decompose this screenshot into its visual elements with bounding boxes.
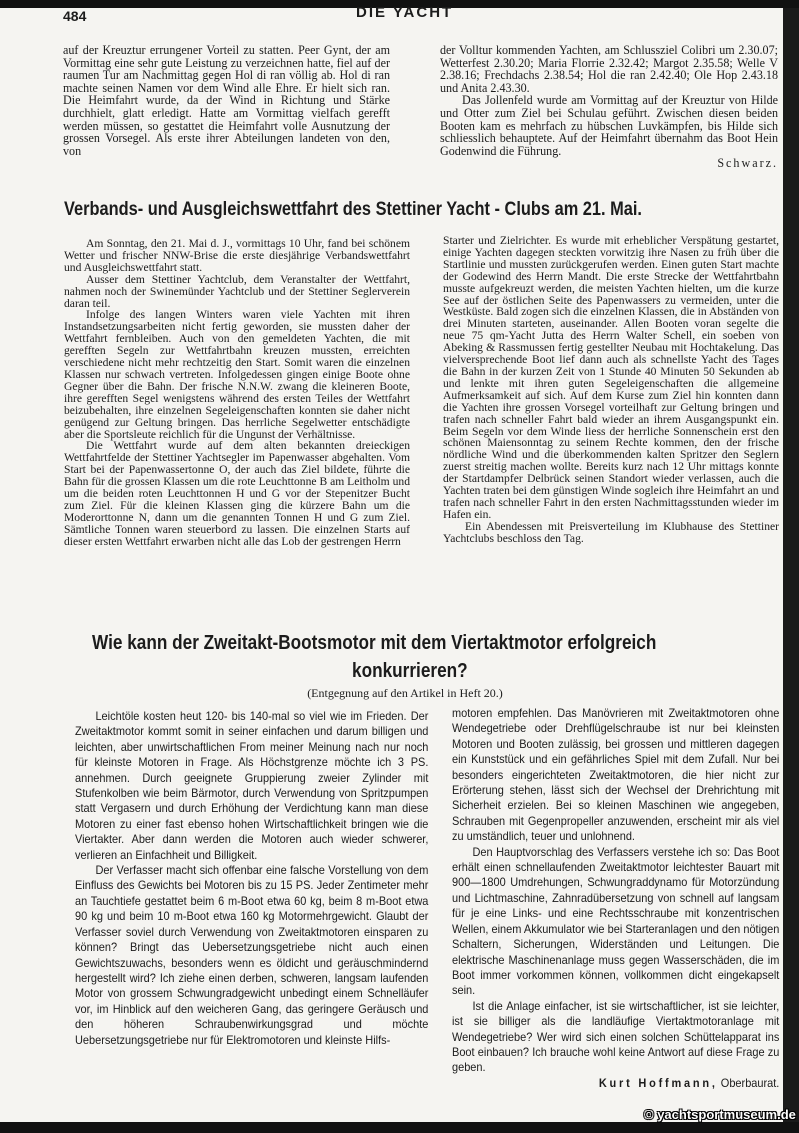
article1-right-column [443,235,779,545]
paragraph: Am Sonntag, den 21. Mai d. J., vormittags 10 Uhr, fand bei schönem Wetter und frischer NNW-Brise die erste diesjährige Verbandswettfahrt und Ausgleichswettfahrt statt. [64,237,410,274]
paragraph: Leichtöle kosten heut 120- bis 140-mal so viel wie im Frieden. Der Zweitaktmotor kommt somit in seiner einfachen und darum billigen und leichten, aber unwirtschaftlichen From meiner Meinung nach nur noch für kleinste Motoren in Frage. Als Höchstgrenze möchte ich 3 PS. annehmen. Durch geeignete Gruppierung zweier Zylinder mit Stufenkolben wie beim Bärmotor, durch Verwendung von Spritzpumpen statt Vergasern und durch Erhöhung der Verdichtung kann man diese Motoren zu einer fast ebenso hohen Wirtschaftlichkeit bringen wie die Viertakter. Aber dann werden die Motoren auch wieder schwerer, verlieren an Einfachheit und Billigkeit. [75,709,429,862]
paragraph: motoren empfehlen. Das Manövrieren mit Zweitaktmotoren ohne Wendegetriebe oder Drehflügelschraube ist nur bei kleinsten Motoren und Booten zulässig, bei grossen und mittleren dagegen ein Kunststück und ein gefährliches Spiel mit dem Zufall. Nur bei besonders eingerichteten Zweitaktmotoren, die hier nicht zur Erörterung stehen, lässt sich der Wechsel der Drehrichtung mit Sicherheit erzielen. Bei so kleinen Maschinen wie angegeben, Schrauben mit Gegenpropeller anzuwenden, erscheint mir als viel zu umständlich, teuer und unlohnend. [452,706,780,844]
paragraph: Ist die Anlage einfacher, ist sie wirtschaftlicher, ist sie leichter, ist sie billiger als die landläufige Viertaktmotoranlage mit Wendegetriebe? Wer wird sich einen solchen Schüttelapparat ins Boot einbauen? Ich brauche wohl keine Antwort auf diese Frage zu geben. [452,998,780,1075]
paragraph: Starter und Zielrichter. Es wurde mit erheblicher Verspätung gestartet, einige Yachten dagegen steckten vorwitzig ihre Nasen zu früh über die Startlinie und mussten zurückgerufen werden. Einen guten Start machte der Godewind des Herrn Mandt. Die erste Strecke der Wettfahrtbahn musste aufgekreuzt werden, die meisten Yachten hielten, um die kurze See auf der östlichen Seite des Papenwassers zu vermeiden, unter die Westküste. Bald zogen sich die einzelnen Klassen, die in Abständen von drei Minuten starteten, auseinander. Allen Booten voran segelte die neue 75 qm-Yacht Jutta des Herrn Walter Schell, ein soeben von Abeking & Rassmussen fertig gestellter Neubau mit Hochtakelung. Das vielversprechende Boot lief dann auch als schnellste Yacht des Tages die Bahn in der kurzen Zeit von 1 Stunde 40 Minuten 50 Sekunden ab und lenkte mit ihren guten Segeleigenschaften die allgemeine Aufmerksamkeit auf sich. Auf dem Kurse zum Ziel hin konnten dann die Yachten ihre grossen Vorsegel vorteilhaft zur Geltung bringen und trafen nach schneller Fahrt bald wieder an ihrem Ausgangspunkt ein. Beim Segeln vor dem Winde liess der herrliche Sonnenschein erst den schönen Maiensonntag zu seinem Rechte kommen, den der frische nördliche Wind und die überkommenden kalten Spritzer den Seglern zuerst streitig machen wollte. Bereits kurz nach 12 Uhr mittags konnte der Startdampfer Delbrück seinen Standort wieder verlassen, auch die Yachten traten bei dem günstigen Winde sogleich ihre Heimfahrt an und trafen nach schneller Fahrt in den ersten Nachmittagsstunden wieder im Hafen ein. [443,234,779,521]
article2-left-column [75,709,428,1048]
article-subtitle: (Entgegnung auf den Artikel in Heft 20.) [307,686,503,700]
scan-binding-edge [783,8,799,1122]
author-name: Kurt Hoffmann, [598,1075,718,1090]
paragraph: Ein Abendessen mit Preisverteilung im Klubhause des Stettiner Yachtclubs beschloss den Tag. [443,519,779,545]
paragraph: auf der Kreuztur errungener Vorteil zu statten. Peer Gynt, der am Vormittag eine sehr gute Leistung zu verzeichnen hatte, fiel auf der raumen Tur am Nachmittag gegen Hol di ran völlig ab. Hol di ran machte seinen Namen vor dem Wind alle Ehre. Er hielt sich ran. Die Heimfahrt wurde, da der Wind in Richtung und Stärke durchhielt, glatt erledigt. Hatte am Vormittag vielfach gerefft werden müssen, so gestattet die Heimfahrt volle Ausnutzung der grossen Vorsegel. Als erste ihrer Abteilungen landeten von den, von [63,43,390,158]
prev-article-right-column [440,44,778,170]
paragraph: Infolge des langen Winters waren viele Yachten mit ihren Instandsetzungsarbeiten nicht fertig geworden, sie mussten daher der Wettfahrt fernbleiben. Auch von den gemeldeten Yachten, die mit gerefften Segeln zur Wettfahrtbahn kreuzen mussten, erreichten verschiedene nicht mehr rechtzeitig den Start. Somit waren die einzelnen Klassen nur schwach vertreten. Infolgedessen gingen einige Boote ohne Gegner über die Bahn. Der frische N.N.W. zwang die kleineren Boote, ihre gerefften Segel wenigstens während des ersten Teiles der Wettfahrt beizubehalten, ihre einzelnen Segeleigenschaften konnten sie daher nicht genügend zur Geltung bringen. Das herrliche Segelwetter entschädigte aber die Sportsleute reichlich für die Ungunst der Verhältnisse. [64,308,410,441]
paragraph: Ausser dem Stettiner Yachtclub, dem Veranstalter der Wettfahrt, nahmen noch der Swinemünder Yachtclub und der Stettiner Seglerverein daran teil. [64,272,410,310]
author-signature [452,1076,779,1091]
article-title-line-2: konkurrieren? [352,660,468,682]
article-title-line-1: Wie kann der Zweitakt-Bootsmotor mit dem Viertaktmotor erfolgreich [92,632,657,654]
paragraph: Den Hauptvorschlag des Verfassers verstehe ich so: Das Boot erhält einen schnellaufenden Zweitaktmotor leichtester Bauart mit 900—1800 Umdrehungen, Schwungraddynamo für Motorzündung und Lichtmaschine, Zahnradübersetzung von schnell auf langsam für je eine Links- und eine Rechtsschraube mit konzentrischen Wellen, einem Akkumulator wie bei Starteranlagen und den nötigen Schaltern, Sicherungen, Widerständen und Leitungen. Die elektrische Maschinenanlage muss gegen Wasserschäden, die im Boot immer vorkommen können, vollkommen dicht eingekapselt sein. [452,844,780,998]
copyright-watermark: © yachtsportmuseum.de [644,1107,796,1122]
author-title: Oberbaurat. [720,1075,780,1090]
author-signature: Schwarz. [717,156,778,171]
paragraph: Der Verfasser macht sich offenbar eine falsche Vorstellung von dem Einfluss des Gewichts bei Motoren bis zu 15 PS. Jeder Zentimeter mehr an Tauchtiefe gestattet beim 6 m-Boot etwa 60 kg, beim 8 m-Boot etwa 90 kg und beim 10 m-Boot etwa 160 kg Motormehrgewicht. Glaubt der Verfasser soviel durch Verwendung von Zweitaktmotoren einsparen zu können? Bringt das Uebersetzungsgetriebe nicht auch einen Gewichtszuwachs, besonders wenn es öldicht und geräuschmindernd hergestellt wird? Ich ziehe einen derben, schweren, langsam laufenden Motor von grossem Schwungradgewicht unbedingt einem Schnelläufer vor, im Hinblick auf den weicheren Gang, das geringere Geräusch und den höheren Schraubenwirkungsgrad und möchte Uebersetzungsgetriebe nur für Elektromotoren und kleinste Hilfs- [75,863,429,1047]
paragraph: der Volltur kommenden Yachten, am Schlussziel Colibri um 2.30.07; Wetterfest 2.30.20; Maria Florrie 2.32.42; Margot 2.35.58; Welle V 2.38.16; Frechdachs 2.38.54; Hol die ran 2.42.40; Ole Hop 2.43.18 und Anita 2.43.30. [440,43,778,95]
page-number: 484 [63,8,87,24]
prev-article-left-column [63,44,390,157]
running-head: DIE YACHT [356,4,454,21]
article2-right-column [452,706,779,1091]
paragraph: Die Wettfahrt wurde auf dem alten bekannten dreieckigen Wettfahrtfelde der Stettiner Yachtsegler im Papenwasser abgehalten. Vom Start bei der Papenwassertonne O, der auch das Ziel bildete, führte die Bahn für die grossen Klassen um die rote Leuchttonne B am Leitholm und um die beiden roten Leuchttonnen H und G vor der Stepenitzer Bucht zum Ziel. Für die kleinen Klassen ging die kürzere Bahn um die Moderorttonne N, dann um die genannten Tonnen H und G zum Ziel. Sämtliche Tonnen waren steuerbord zu lassen. Die einzelnen Starts auf dieser ersten Wettfahrt erwarben nicht alle das Lob der gestrengen Herrn [64,439,410,548]
article1-left-column [64,238,410,548]
article-title: Verbands- und Ausgleichswettfahrt des Stettiner Yacht - Clubs am 21. Mai. [64,198,642,220]
scan-bottom-border [0,1122,799,1133]
paragraph: Das Jollenfeld wurde am Vormittag auf der Kreuztur von Hilde und Otter zum Ziel bei Schulau geführt. Zwischen diesen beiden Booten kam es mehrfach zu hübschen Luvkämpfen, bis Hilde sich schliesslich behauptete. Auf der Heimfahrt übernahm das Boot Hein Godenwind die Führung. [440,93,778,158]
